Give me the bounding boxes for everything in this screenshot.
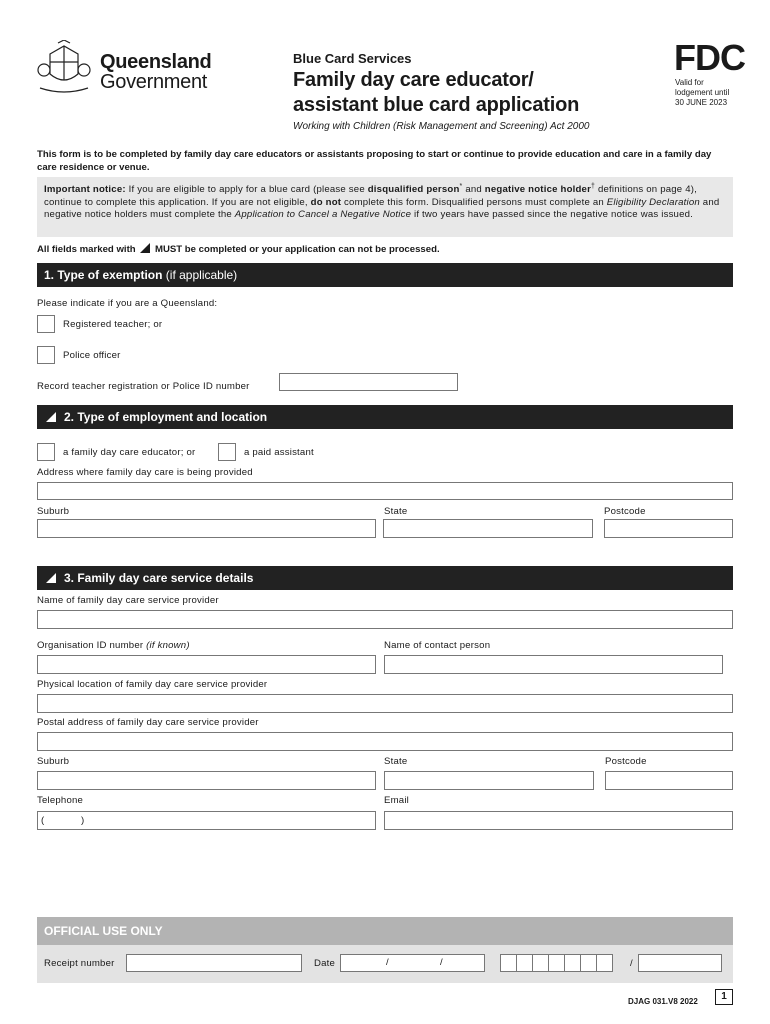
date-input[interactable] [340,954,485,972]
form-reference: DJAG 031.V8 2022 [628,997,698,1006]
notice-text: If you are eligible to apply for a blue card (please see [125,184,368,196]
title-line2: assistant blue card application [293,94,580,116]
registered-teacher-checkbox[interactable] [37,315,55,333]
contact-person-label: Name of contact person [384,640,491,651]
postcode-label: Postcode [604,506,646,517]
physical-location-label: Physical location of family day care service provider [37,679,268,690]
postcode-input[interactable] [604,519,733,538]
suburb-input[interactable] [37,519,376,538]
form-series: Blue Card Services [293,51,412,66]
required-marker-icon [46,412,56,422]
notice-form-name: Eligibility Declaration [606,196,700,208]
provider-name-label: Name of family day care service provider [37,595,219,606]
date-slash: / [386,957,389,968]
code-box[interactable] [564,954,581,972]
provider-name-input[interactable] [37,610,733,629]
official-code-boxes [500,954,613,972]
educator-checkbox[interactable] [37,443,55,461]
official-use-heading: OFFICIAL USE ONLY [37,917,733,945]
registered-teacher-label: Registered teacher; or [63,319,163,330]
code-box[interactable] [500,954,517,972]
record-id-label: Record teacher registration or Police ID number [37,381,250,392]
notice-text: and [462,184,485,196]
required-marker-icon [46,573,56,583]
intro-text: This form is to be completed by family day care educators or assistants proposing to start or continue to provide education and care in a family day care residence or venue. [37,149,712,173]
email-label: Email [384,795,409,806]
act-reference: Working with Children (Risk Management and Screening) Act 2000 [293,121,590,132]
educator-label: a family day care educator; or [63,447,196,458]
queensland-crest-icon [36,40,92,96]
required-note-pre: All fields marked with [37,244,139,255]
contact-person-input[interactable] [384,655,723,674]
notice-term: negative notice holder [484,184,592,196]
required-fields-note [37,243,440,255]
postal-address-label: Postal address of family day care service provider [37,717,259,728]
required-note-post: MUST be completed or your application can not be processed. [152,244,440,255]
org-id-label-text: Organisation ID number [37,640,147,651]
queensland-government-logo [100,52,211,92]
tel-close-paren: ) [81,815,85,826]
postal-address-input[interactable] [37,732,733,751]
state-input[interactable] [383,519,593,538]
org-id-input[interactable] [37,655,376,674]
code-suffix-input[interactable] [638,954,722,972]
code-box[interactable] [516,954,533,972]
police-officer-label: Police officer [63,350,121,361]
important-notice [37,177,733,237]
code-slash: / [630,958,633,969]
physical-location-input[interactable] [37,694,733,713]
section3-title: 3. Family day care service details [64,571,254,585]
section1-title: 1. Type of exemption [44,268,163,282]
postcode-input[interactable] [605,771,733,790]
suburb-label: Suburb [37,756,70,767]
address-input[interactable] [37,482,733,500]
notice-form-name: Application to Cancel a Negative Notice [234,209,412,221]
tel-open-paren: ( [41,815,45,826]
police-officer-checkbox[interactable] [37,346,55,364]
state-label: State [384,756,408,767]
notice-term: disqualified person [367,184,460,196]
code-box[interactable] [596,954,613,972]
state-input[interactable] [384,771,594,790]
receipt-number-label: Receipt number [44,958,115,969]
valid-line3: 30 JUNE 2023 [675,98,728,107]
page-title [293,68,579,118]
record-id-input[interactable] [279,373,458,391]
notice-text: complete this form. Disqualified persons must complete an [341,196,607,208]
assistant-label: a paid assistant [244,447,314,458]
assistant-checkbox[interactable] [218,443,236,461]
notice-sup: * [459,183,463,190]
date-label: Date [314,958,336,969]
notice-text: if two years have passed since the negative notice was issued. [411,209,694,221]
page-number: 1 [715,989,733,1005]
code-box[interactable] [532,954,549,972]
notice-sup: † [591,183,596,190]
telephone-input[interactable] [37,811,376,830]
section3-header [37,566,733,590]
notice-text: definitions on page 4), continue to complete this application. If you are not eligible, [44,184,697,208]
state-label: State [384,506,408,517]
logo-line2: Government [100,71,208,93]
valid-line1: Valid for [675,78,704,87]
postcode-label: Postcode [605,756,647,767]
address-label: Address where family day care is being provided [37,467,253,478]
title-line1: Family day care educator/ [293,69,534,91]
section2-title: 2. Type of employment and location [64,410,268,424]
notice-text: and negative notice holders must complete the [44,196,720,221]
email-input[interactable] [384,811,733,830]
valid-line2: lodgement until [675,88,730,97]
section1-header [37,263,733,287]
code-box[interactable] [548,954,565,972]
telephone-label: Telephone [37,795,84,806]
suburb-label: Suburb [37,506,70,517]
section2-header [37,405,733,429]
required-marker-icon [140,243,150,253]
logo-line1: Queensland [100,51,212,73]
date-slash: / [440,957,443,968]
notice-label: Important notice: [44,184,126,196]
form-code: FDC [674,37,745,78]
exemption-prompt: Please indicate if you are a Queensland: [37,298,218,309]
valid-until [675,78,745,108]
suburb-input[interactable] [37,771,376,790]
receipt-number-input[interactable] [126,954,302,972]
notice-term: do not [310,196,342,208]
org-id-note: (if known) [146,640,190,651]
code-box[interactable] [580,954,597,972]
org-id-label [37,640,190,651]
section1-note: (if applicable) [162,268,238,282]
